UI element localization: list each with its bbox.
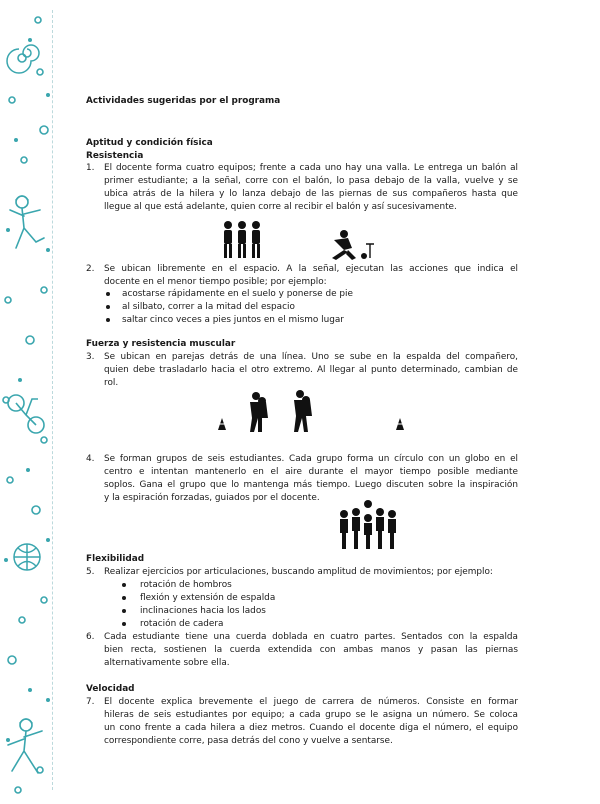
bullet-item: saltar cinco veces a pies juntos en el mismo lugar [122,315,344,325]
three-students-line-figure [220,220,268,260]
bullet-dot [106,292,110,296]
item-line: primer estudiante; a la señal, corre con el balón, lo pasa debajo de la valla, vuelve y se [104,176,518,186]
item-line: soplos. Gana el grupo que lo mantenga más tiempo. Luego discuten sobre la inspiración [104,480,518,490]
item-line: rol. [104,378,119,388]
group-circle-balloon-figure [336,500,400,552]
section-resistencia: Resistencia [86,151,144,161]
page-heading: Actividades sugeridas por el programa [86,96,281,106]
bullet-dot [122,609,126,613]
item-line: Realizar ejercicios por articulaciones, buscando amplitud de movimientos; por ejemplo: [104,567,493,577]
item-number: 7. [86,697,95,707]
item-line: Cada estudiante tiene una cuerda doblada en cuatro partes. Sentados con la espalda [104,632,518,642]
bullet-item: rotación de hombros [140,580,232,590]
bullet-item: inclinaciones hacia los lados [140,606,266,616]
item-number: 5. [86,567,95,577]
item-line: bien recta, sostienen la cuerda extendida con ambas manos y pasan las piernas [104,645,518,655]
section-aptitud: Aptitud y condición física [86,138,213,148]
piggyback-figure [216,388,416,434]
kid-running-icon [2,715,56,785]
dashed-margin-line [52,10,54,790]
item-line: Se ubican en parejas detrás de una línea. Uno se sube en la espalda del compañero, [104,352,518,362]
item-line: Se ubican libremente en el espacio. A la señal, ejecutan las acciones que indica el [104,264,518,274]
bullet-dot [122,596,126,600]
bullet-item: rotación de cadera [140,619,224,629]
margin-decoration [0,0,70,800]
bullet-dot [106,318,110,322]
item-line: quien debe trasladarlo hacia el otro extremo. Al llegar al punto determinado, cambian de [104,365,518,375]
item-number: 4. [86,454,95,464]
item-line: centro e intentan mantenerlo en el aire durante el mayor tiempo posible mediante [104,467,518,477]
item-number: 3. [86,352,95,362]
item-line: docente en el menor tiempo posible; por ejemplo: [104,277,327,287]
item-number: 1. [86,163,95,173]
item-line: ubica atrás de la hilera y lo lanza debajo de las piernas de sus compañeros hasta que [104,189,518,199]
item-line: hileras de seis estudiantes por equipo; a cada grupo se le asigna un número. Se coloca [104,710,518,720]
ball-icon [10,540,44,574]
kid-climbing-icon [2,190,56,260]
student-rolling-ball-figure [322,228,378,262]
item-line: El docente explica brevemente el juego de carrera de números. Consiste en formar [104,697,518,707]
section-flexibilidad: Flexibilidad [86,554,145,564]
bullet-dot [122,583,126,587]
section-velocidad: Velocidad [86,684,135,694]
item-line: y la espiración forzadas, guiados por el docente. [104,493,320,503]
bicycle-icon [2,385,52,445]
item-line: Se forman grupos de seis estudiantes. Cada grupo forma un círculo con un globo en el [104,454,518,464]
bullet-item: flexión y extensión de espalda [140,593,276,603]
item-line: llegue al que está adelante, quien corre al recibir el balón y así sucesivamente. [104,202,457,212]
spiral-icon [4,30,50,76]
item-line: El docente forma cuatro equipos; frente a cada uno hay una valla. Le entrega un balón al [104,163,518,173]
item-line: alternativamente sobre ella. [104,658,230,668]
item-line: un cono frente a cada hilera a diez metros. Cuando el docente diga el número, el equipo [104,723,518,733]
item-number: 6. [86,632,95,642]
bullet-item: acostarse rápidamente en el suelo y ponerse de pie [122,289,353,299]
item-line: correspondiente corre, pasa detrás del cono y vuelve a sentarse. [104,736,393,746]
bullet-item: al silbato, correr a la mitad del espacio [122,302,295,312]
bullet-dot [122,622,126,626]
item-number: 2. [86,264,95,274]
bullet-dot [106,305,110,309]
section-fuerza: Fuerza y resistencia muscular [86,339,236,349]
